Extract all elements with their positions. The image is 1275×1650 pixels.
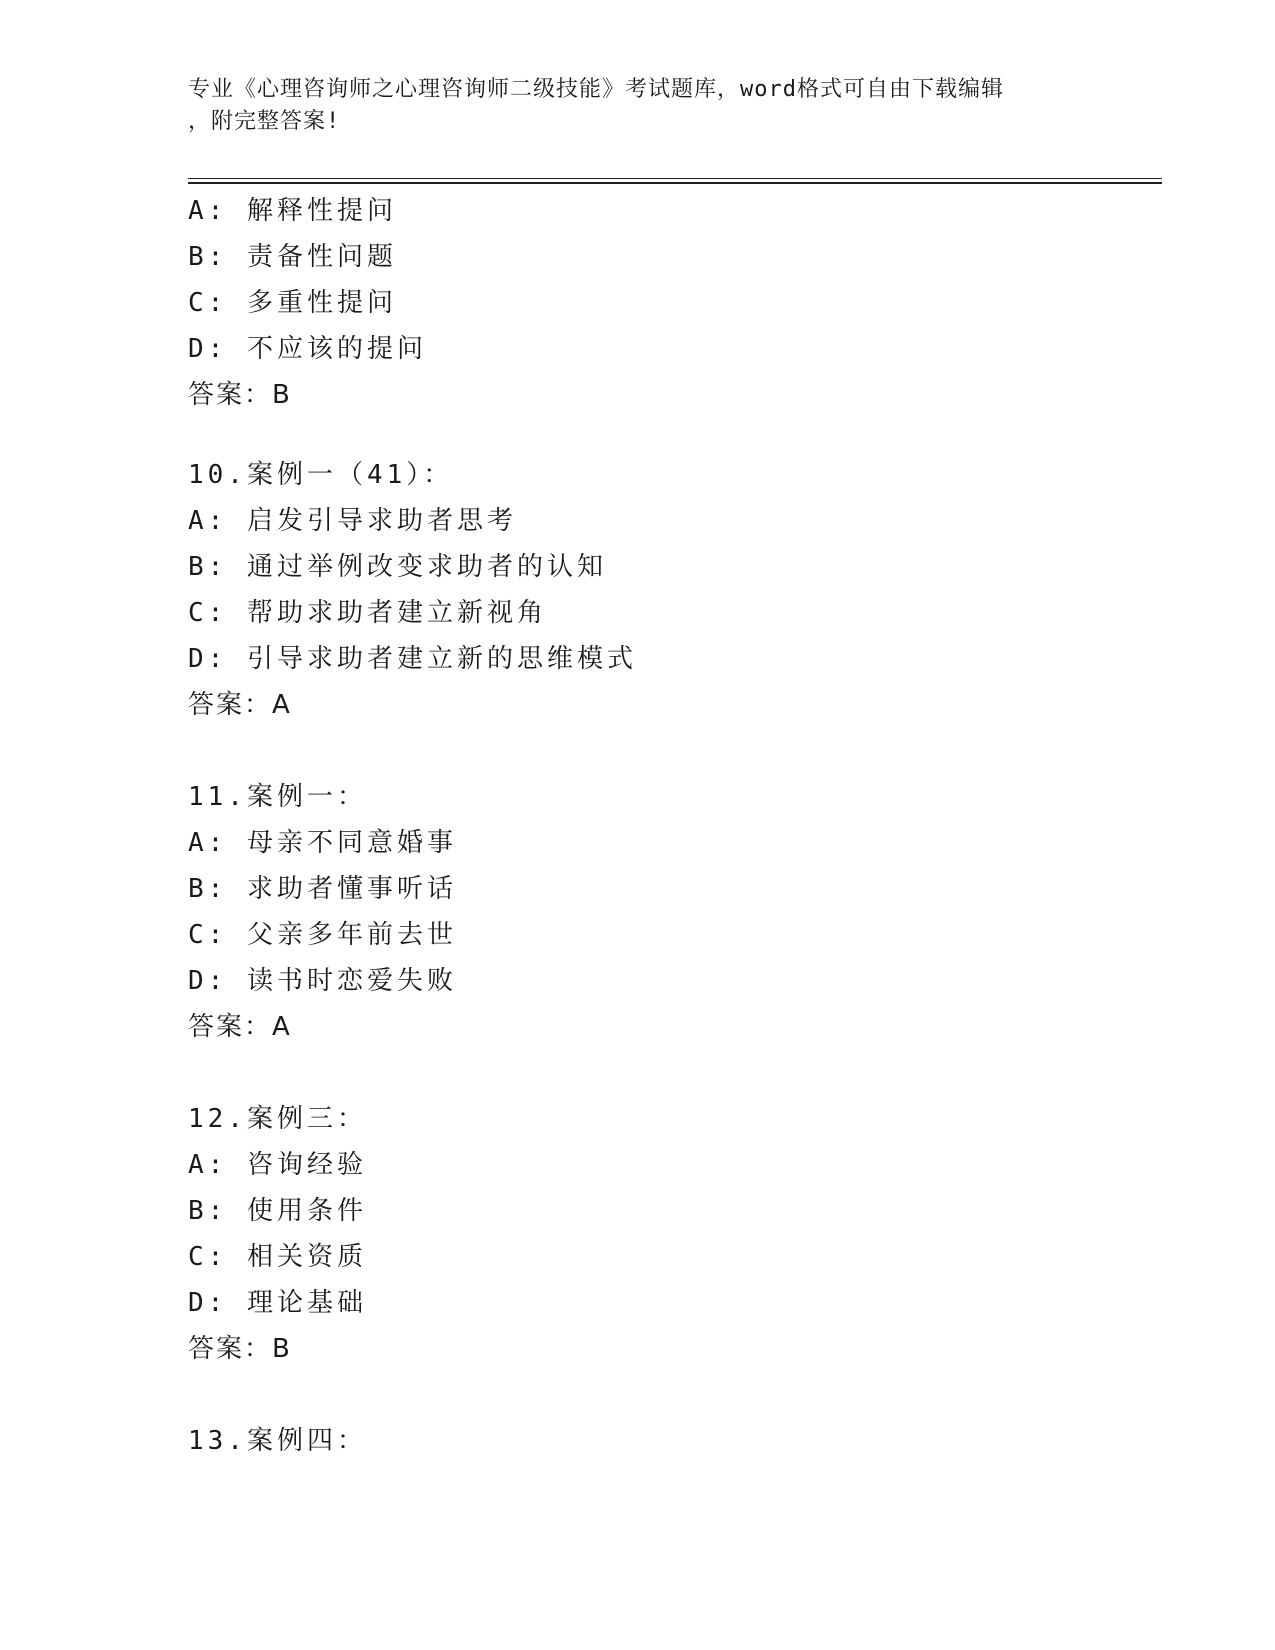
answer-line: 答案：B [188,380,292,410]
answer-line: 答案：A [188,690,292,720]
option-c: C: 相关资质 [188,1242,367,1272]
option-b: B: 求助者懂事听话 [188,874,457,904]
document-header [188,74,1088,138]
option-d: D: 不应该的提问 [188,334,427,364]
question-block [188,1418,1088,1464]
option-d: D: 读书时恋爱失败 [188,966,457,996]
answer-line: 答案：A [188,1012,292,1042]
answer-line: 答案：B [188,1334,292,1364]
option-a: A: 启发引导求助者思考 [188,506,517,536]
question-block [188,1096,1088,1372]
option-b: B: 责备性问题 [188,242,397,272]
question-block [188,188,1088,418]
option-b: B: 通过举例改变求助者的认知 [188,552,607,582]
header-line-2: ，附完整答案! [188,109,341,134]
option-c: C: 父亲多年前去世 [188,920,457,950]
option-c: C: 帮助求助者建立新视角 [188,598,547,628]
question-block [188,452,1088,728]
option-a: A: 母亲不同意婚事 [188,828,457,858]
question-title: 12.案例三： [188,1104,367,1134]
option-d: D: 理论基础 [188,1288,367,1318]
option-a: A: 咨询经验 [188,1150,367,1180]
header-line-1: 专业《心理咨询师之心理咨询师二级技能》考试题库，word格式可自由下载编辑 [188,77,1004,102]
header-divider-thick [188,182,1162,184]
option-a: A: 解释性提问 [188,196,397,226]
header-divider-thin [188,178,1162,179]
question-title: 13.案例四： [188,1426,367,1456]
question-title: 11.案例一： [188,782,367,812]
question-block [188,774,1088,1050]
option-d: D: 引导求助者建立新的思维模式 [188,644,637,674]
question-title: 10.案例一（41）： [188,460,454,490]
option-c: C: 多重性提问 [188,288,397,318]
option-b: B: 使用条件 [188,1196,367,1226]
